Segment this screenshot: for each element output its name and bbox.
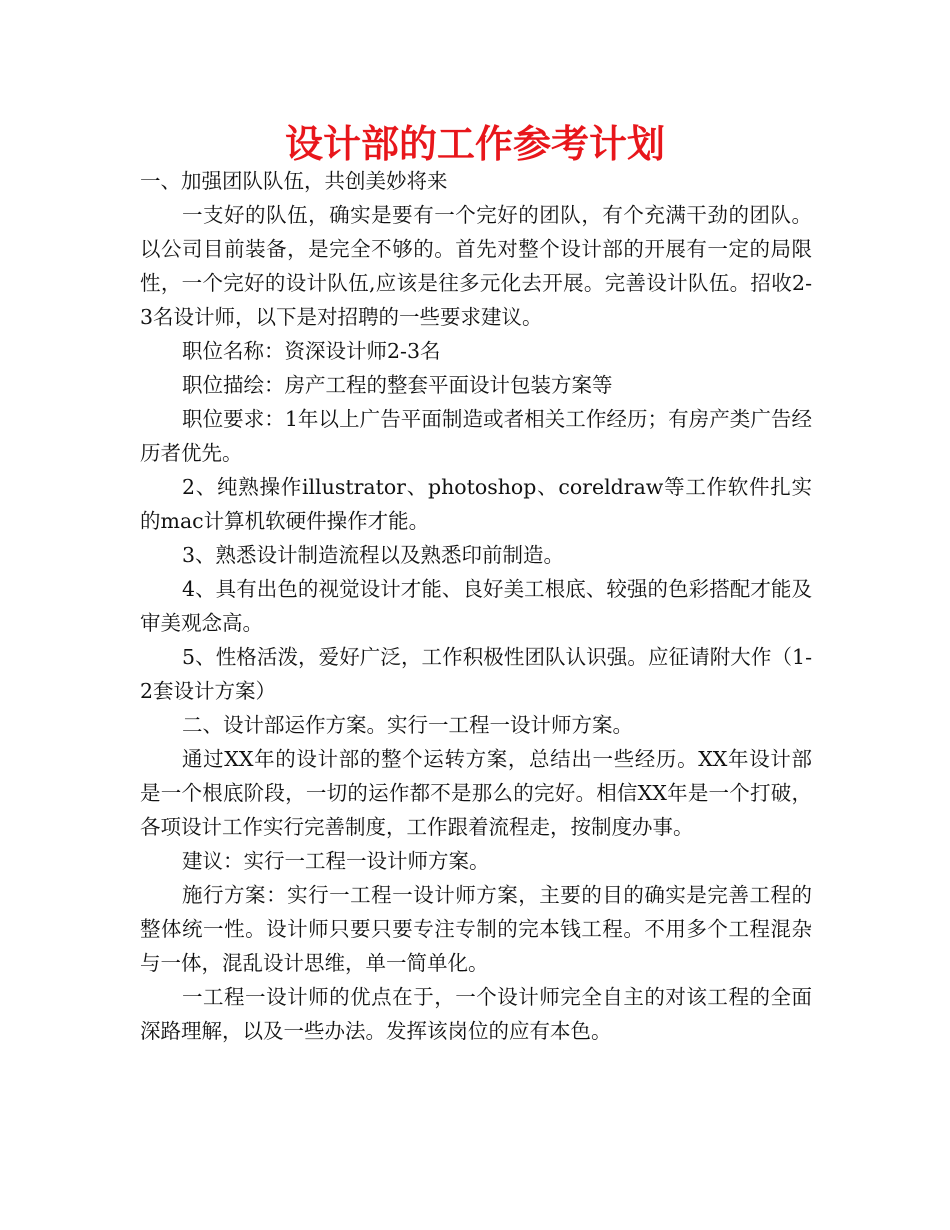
paragraph: 一支好的队伍，确实是要有一个完好的团队，有个充满干劲的团队。以公司目前装备，是完全不够的。首先对整个设计部的开展有一定的局限性，一个完好的设计队伍,应该是往多元化去开展。完善设计队伍。招收2-3名设计师，以下是对招聘的一些要求建议。 — [140, 203, 812, 329]
requirement-item-2: 2、纯熟操作illustrator、photoshop、coreldraw等工作软件扎实的mac计算机软硬件操作才能。 — [140, 475, 812, 533]
section-heading-2: 二、设计部运作方案。实行一工程一设计师方案。 — [182, 713, 633, 737]
document-body — [140, 164, 812, 1048]
requirement-item-4: 4、具有出色的视觉设计才能、良好美工根底、较强的色彩搭配才能及审美观念高。 — [140, 577, 812, 635]
paragraph: 施行方案：实行一工程一设计师方案，主要的目的确实是完善工程的整体统一性。设计师只要只要专注专制的完本钱工程。不用多个工程混杂与一体，混乱设计思维，单一简单化。 — [140, 883, 812, 975]
paragraph: 一工程一设计师的优点在于，一个设计师完全自主的对该工程的全面深路理解，以及一些办法。发挥该岗位的应有本色。 — [140, 985, 812, 1043]
job-description-line: 职位描绘：房产工程的整套平面设计包装方案等 — [182, 373, 613, 397]
document-title: 设计部的工作参考计划 — [284, 122, 665, 166]
section-heading-1: 一、加强团队队伍，共创美妙将来 — [140, 169, 448, 193]
requirement-item-3: 3、熟悉设计制造流程以及熟悉印前制造。 — [182, 543, 565, 567]
paragraph: 通过XX年的设计部的整个运转方案，总结出一些经历。XX年设计部是一个根底阶段，一切的运作都不是那么的完好。相信XX年是一个打破，各项设计工作实行完善制度，工作跟着流程走，按制度办事。 — [140, 747, 812, 839]
suggestion-line: 建议：实行一工程一设计师方案。 — [182, 849, 490, 873]
job-requirement-line: 职位要求：1年以上广告平面制造或者相关工作经历；有房产类广告经历者优先。 — [140, 407, 812, 465]
job-title-line: 职位名称：资深设计师2-3名 — [182, 339, 441, 363]
requirement-item-5: 5、性格活泼，爱好广泛，工作积极性团队认识强。应征请附大作（1-2套设计方案） — [140, 645, 812, 703]
